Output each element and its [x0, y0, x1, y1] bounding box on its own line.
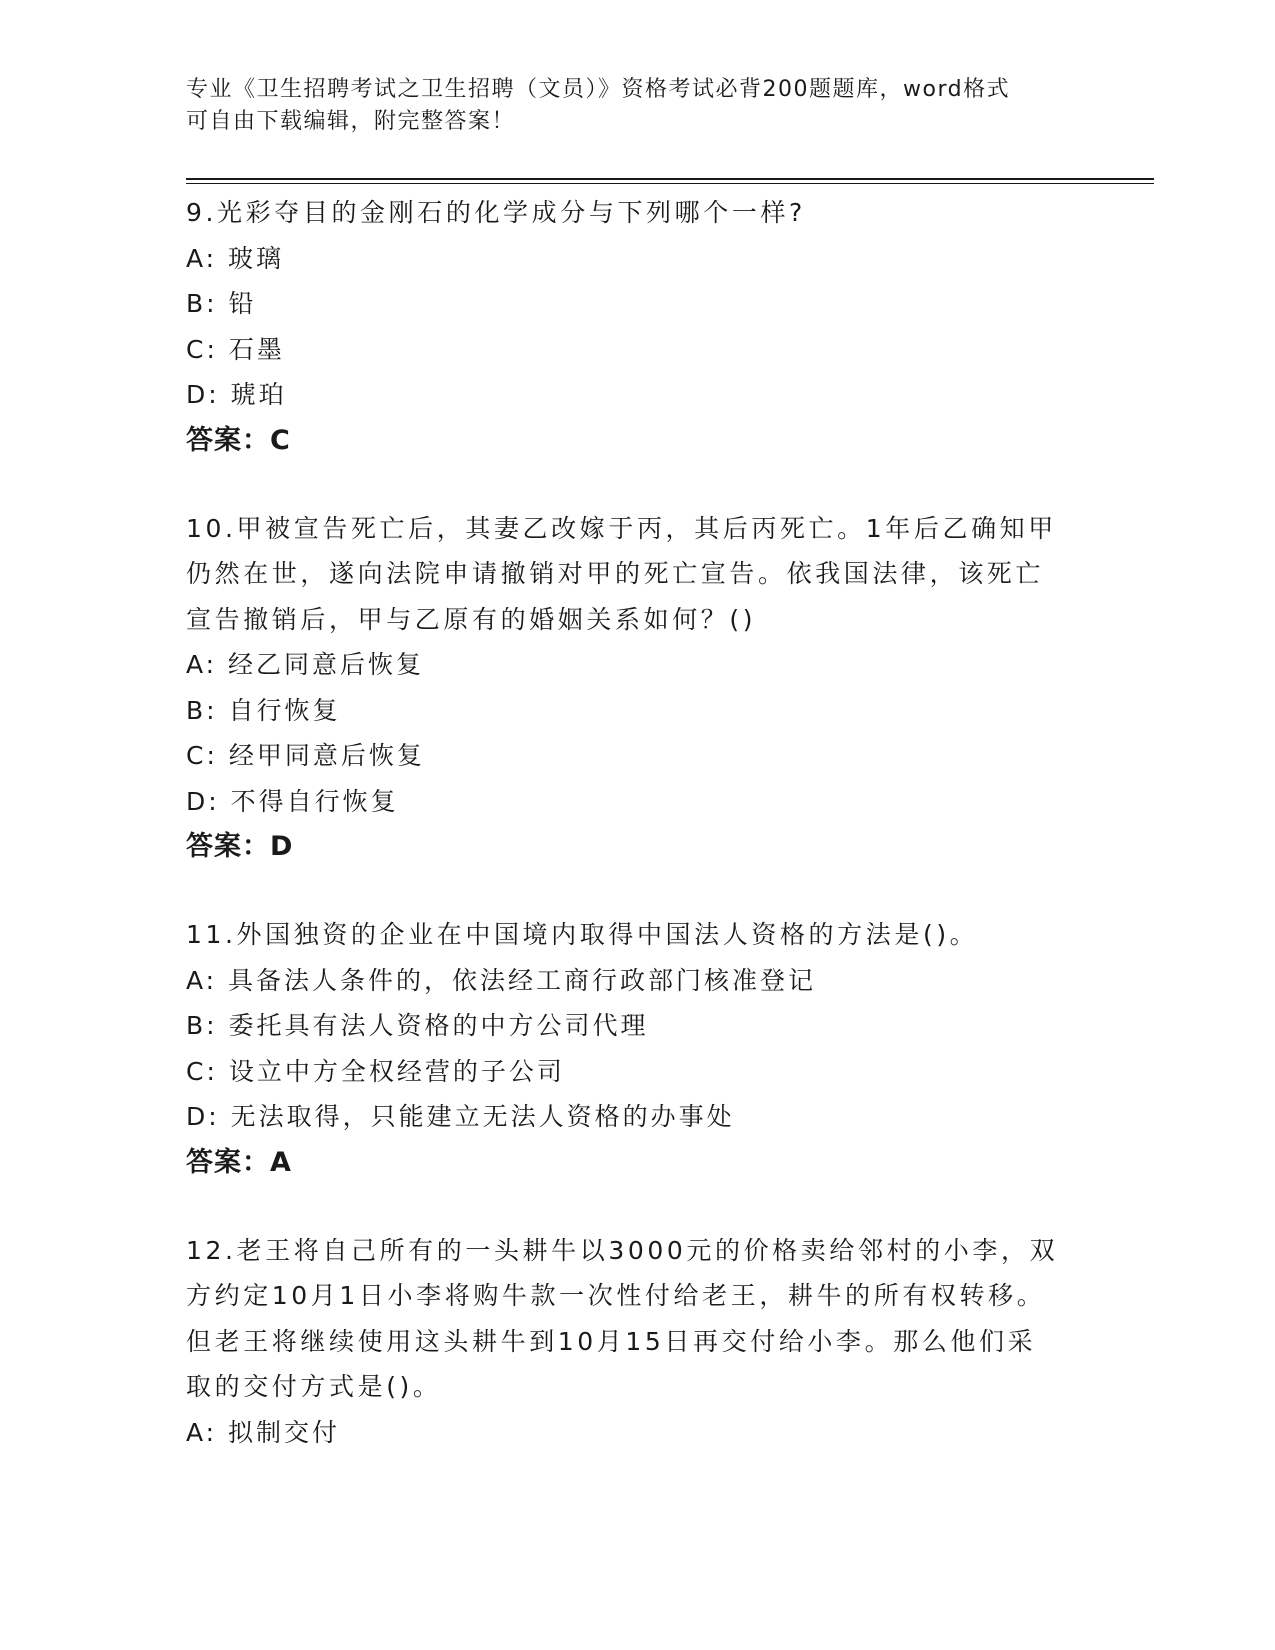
- option-d: D: 琥珀: [186, 380, 287, 409]
- option-a: A: 拟制交付: [186, 1417, 341, 1447]
- question-list: [186, 190, 1066, 1497]
- question-stem-line-3: 但老王将继续使用这头耕牛到10月15日再交付给小李。那么他们采: [186, 1326, 1037, 1356]
- header-line-1: 专业《卫生招聘考试之卫生招聘（文员）》资格考试必背200题题库，word格式: [186, 77, 1011, 102]
- question-stem-line-1: 10.甲被宣告死亡后，其妻乙改嫁于丙，其后丙死亡。1年后乙确知甲: [186, 513, 1057, 543]
- question-9: [186, 190, 1066, 464]
- question-12: [186, 1228, 1066, 1456]
- option-b: B: 铅: [186, 289, 257, 318]
- answer-text: 答案：D: [186, 831, 294, 862]
- option-a: A: 玻璃: [186, 243, 285, 273]
- header-divider-thin: [186, 183, 1154, 184]
- option-c: C: 经甲同意后恢复: [186, 741, 425, 770]
- option-d: D: 不得自行恢复: [186, 786, 399, 816]
- header-line-2: 可自由下载编辑，附完整答案！: [186, 109, 516, 134]
- answer-text: 答案：A: [186, 1146, 292, 1178]
- question-stem-line-2: 方约定10月1日小李将购牛款一次性付给老王，耕牛的所有权转移。: [186, 1281, 1046, 1310]
- option-a: A: 经乙同意后恢复: [186, 650, 425, 679]
- option-c: C: 石墨: [186, 334, 285, 364]
- answer-text: 答案：C: [186, 424, 291, 456]
- option-a: A: 具备法人条件的，依法经工商行政部门核准登记: [186, 965, 817, 995]
- option-b: B: 自行恢复: [186, 695, 341, 725]
- question-stem: 9.光彩夺目的金刚石的化学成分与下列哪个一样?: [186, 198, 806, 227]
- question-stem: 11.外国独资的企业在中国境内取得中国法人资格的方法是()。: [186, 920, 979, 949]
- option-c: C: 设立中方全权经营的子公司: [186, 1056, 565, 1086]
- question-stem-line-1: 12.老王将自己所有的一头耕牛以3000元的价格卖给邻村的小李，双: [186, 1235, 1059, 1265]
- document-header: [186, 74, 1066, 138]
- question-stem-line-2: 仍然在世，遂向法院申请撤销对甲的死亡宣告。依我国法律，该死亡: [186, 559, 1045, 588]
- question-stem-line-3: 宣告撤销后，甲与乙原有的婚姻关系如何？(): [186, 604, 757, 634]
- question-10: [186, 506, 1066, 871]
- question-11: [186, 912, 1066, 1186]
- question-stem-line-4: 取的交付方式是()。: [186, 1372, 442, 1401]
- option-d: D: 无法取得，只能建立无法人资格的办事处: [186, 1102, 735, 1131]
- option-b: B: 委托具有法人资格的中方公司代理: [186, 1011, 649, 1040]
- header-divider-thick: [186, 178, 1154, 180]
